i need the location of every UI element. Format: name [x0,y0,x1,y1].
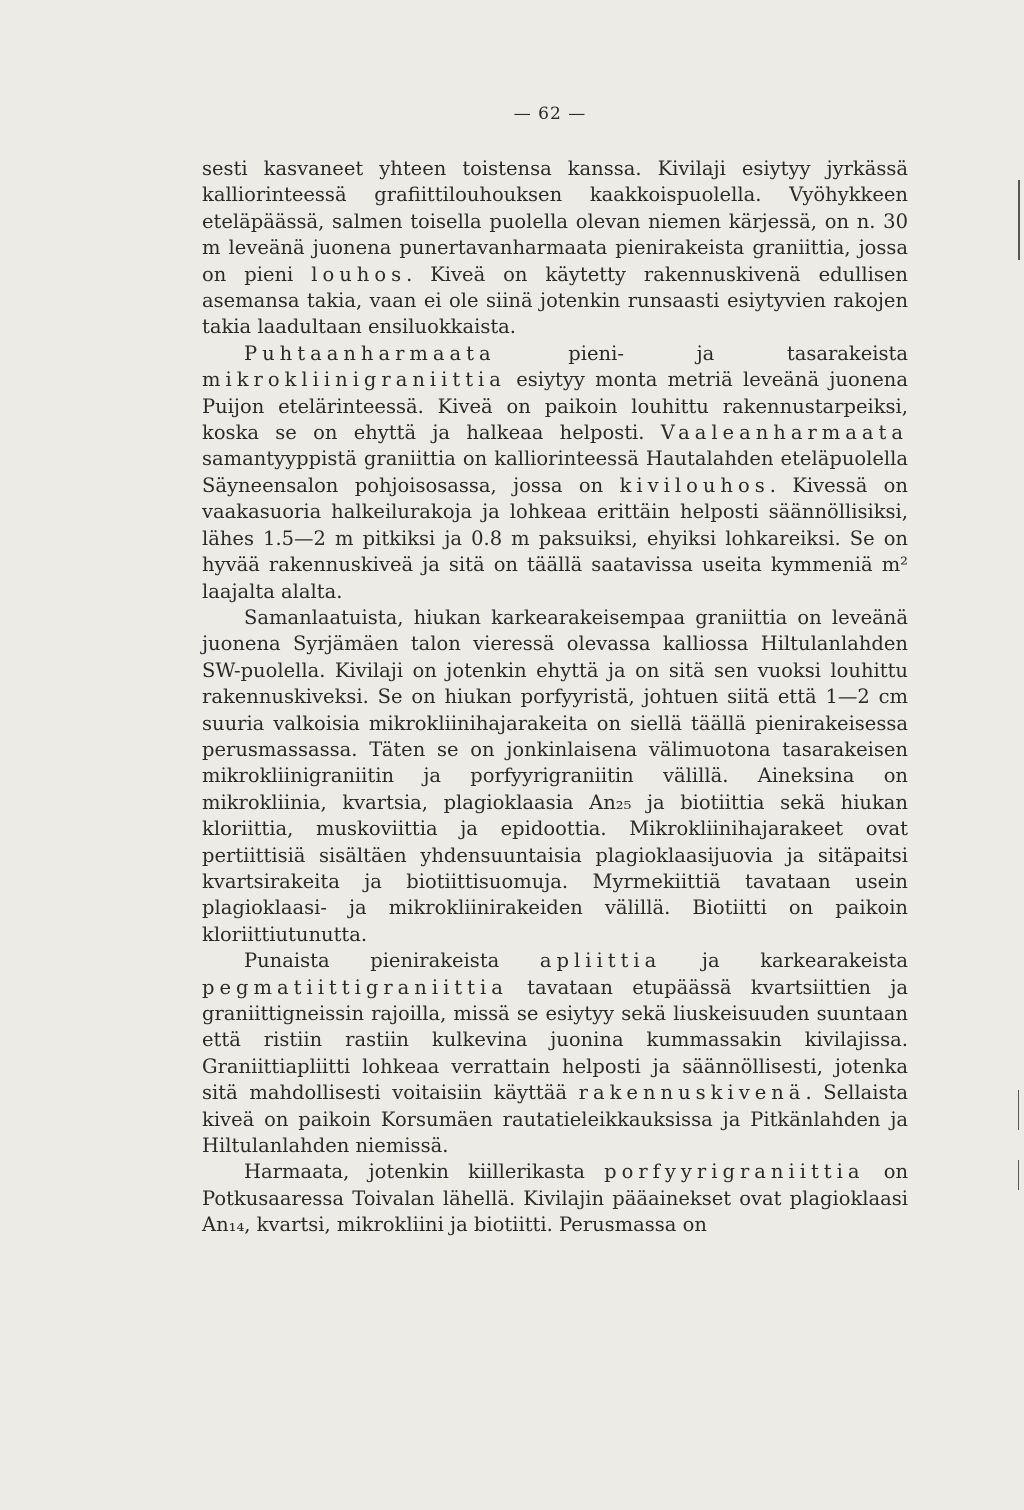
paragraph-2 [202,341,908,605]
spaced-term: pegmatiittigraniittia [202,975,508,999]
text-run: tavataan etupäässä kvartsiittien ja graniittigneissin rajoilla, missä se esiytyy sekä liuskeisuuden suuntaan että ristiin rastiin kulkevina juonina kummassakin kivilajissa. Graniittiapliitti lohkeaa verrattain helposti ja säännöllisesti, jotenka sitä mahdollisesti voitaisiin käyttää [202,975,908,1105]
paragraph-5 [202,1159,908,1238]
page-number: — 62 — [513,104,587,124]
text-run: . Kivessä on vaakasuoria halkeilurakoja ja lohkeaa erittäin helposti säännöllisiksi, lähes 1.5—2 m pitkiksi ja 0.8 m paksuiksi, ehyiksi lohkareiksi. Se on hyvää rakennuskiveä ja sitä on täällä saatavissa useita kymmeniä m² laajalta alalta. [202,473,908,603]
paragraph-1 [202,156,908,341]
spaced-term: apliittia [539,949,662,973]
text-run: pieni- ja tasarakeista [495,341,908,365]
scan-edge-mark [1018,1160,1019,1190]
scan-edge-mark [1018,180,1020,260]
paragraph-3 [202,605,908,948]
paragraph-4 [202,948,908,1159]
text-run: samantyyppistä graniittia on kalliorinteessä Hautalahden eteläpuolella Säyneensalon pohjoisosassa, jossa on [202,447,908,497]
body-text [202,156,908,1239]
text-run: . Kiveä on käytetty rakennuskivenä edullisen asemansa takia, vaan ei ole siinä jotenkin runsaasti esiytyvien rakojen takia laadultaan ensiluokkaista. [202,262,908,339]
text-run: esiytyy monta metriä leveänä juonena Puijon etelärinteessä. Kiveä on paikoin louhittu rakennustarpeiksi, koska se on ehyttä ja halkeaa helposti. [202,368,908,445]
text-run: ja karkearakeista [661,949,908,973]
text-run: sesti kasvaneet yhteen toistensa kanssa. Kivilaji esiytyy jyrkässä kalliorinteessä grafiittilouhouksen kaakkoispuolella. Vyöhykkeen eteläpäässä, salmen toisella puolella olevan niemen kärjessä, on n. 30 m leveänä juonena punertavanharmaata pienirakeista graniittia, jossa on pieni [202,157,908,286]
text-run: Harmaata, jotenkin kiillerikasta [244,1160,605,1184]
spaced-term: kivilouhos [619,473,770,497]
spaced-term: Puhtaanharmaata [244,341,496,365]
text-run: on Potkusaaressa Toivalan lähellä. Kivilajin pääainekset ovat plagioklaasi An₁₄, kvartsi, mikrokliini ja biotiitti. Perusmassa on [202,1160,909,1237]
spaced-term: mikrokliinigraniittia [202,368,506,392]
text-run: Punaista pienirakeista [244,949,540,973]
spaced-term: louhos [311,262,407,286]
text-run: Samanlaatuista, hiukan karkearakeisempaa graniittia on leveänä juonena Syrjämäen talon vieressä olevassa kalliossa Hiltulanlahden SW-puolella. Kivilaji on jotenkin ehyttä ja on sitä sen vuoksi louhittu rakennuskiveksi. Se on hiukan porfyyristä, johtuen siitä että 1—2 cm suuria valkoisia mikrokliinihajarakeita on siellä täällä pienirakeisessa perusmassassa. Täten se on jonkinlaisena välimuotona tasarakeisen mikrokliinigraniitin ja porfyyrigraniitin välillä. Aineksina on mikrokliinia, kvartsia, plagioklaasia An₂₅ ja biotiittia sekä hiukan kloriittia, muskoviittia ja epidoottia. Mikrokliinihajarakeet ovat pertiittisiä sisältäen yhdensuuntaisia plagioklaasijuovia ja sitäpaitsi kvartsirakeita ja biotiittisuomuja. Myrmekiittiä tavataan usein plagioklaasi- ja mikrokliinirakeiden välillä. Biotiitti on paikoin kloriittiutunutta. [202,605,908,946]
spaced-term: rakennuskivenä [578,1081,806,1105]
text-run: . Sellaista kiveä on paikoin Korsumäen rautatieleikkauksissa ja Pitkänlahden ja Hiltulanlahden niemissä. [202,1081,908,1158]
scan-edge-mark [1018,1090,1019,1130]
spaced-term: Vaaleanharmaata [660,421,908,445]
spaced-term: porfyyrigraniittia [604,1160,865,1184]
